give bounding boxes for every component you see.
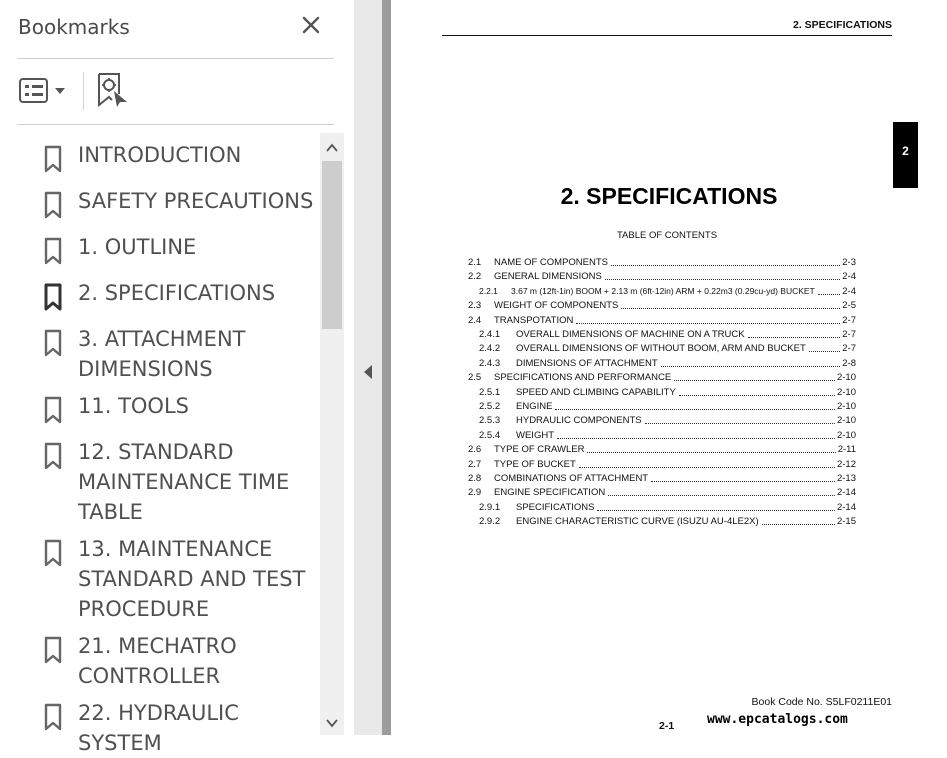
toc-text: TRANSPOTATION <box>494 314 574 326</box>
toc-leader <box>621 308 840 309</box>
toc-text: SPECIFICATIONS <box>516 501 595 513</box>
toc-number: 2.4.2 <box>479 343 501 355</box>
toc-leader <box>605 279 840 280</box>
toc-leader <box>557 438 835 439</box>
toc-entry[interactable] <box>468 329 856 343</box>
toc-number: 2.9.2 <box>479 516 501 528</box>
toc-entry[interactable] <box>468 257 856 271</box>
toolbar-divider <box>83 72 84 110</box>
toc-text: TYPE OF CRAWLER <box>494 444 585 456</box>
scroll-down-button[interactable] <box>320 713 344 735</box>
bookmark-icon <box>44 396 62 424</box>
toc-entry[interactable] <box>468 430 856 444</box>
toc-leader <box>576 323 840 324</box>
find-current-bookmark-button[interactable] <box>95 72 131 110</box>
toc-entry[interactable] <box>468 459 856 473</box>
toc-text: ENGINE <box>516 401 553 412</box>
toc-number: 2.5 <box>468 372 482 384</box>
toc-entry[interactable] <box>468 343 856 357</box>
toc-text: ENGINE SPECIFICATION <box>494 487 606 499</box>
bookmark-icon <box>44 237 62 265</box>
toc-text: 3.67 m (12ft-1in) BOOM + 2.13 m (6ft-12in) ARM + 0.22m3 (0.29cu-yd) BUCKET <box>511 285 815 296</box>
toc-text: ENGINE CHARACTERISTIC CURVE (ISUZU AU-4LE2X) <box>516 516 759 528</box>
toc-entry[interactable] <box>468 387 856 401</box>
toc-page-number: 2-4 <box>842 271 856 283</box>
toc-number: 2.5.2 <box>479 401 501 412</box>
toc-entry[interactable] <box>468 516 856 530</box>
panel-divider <box>17 124 334 125</box>
toc-leader <box>608 495 835 496</box>
scroll-up-button[interactable] <box>320 133 344 161</box>
toc-entry[interactable] <box>468 358 856 372</box>
bookmark-label: 1. OUTLINE <box>78 235 197 259</box>
collapse-left-icon[interactable] <box>362 360 374 384</box>
toc-page-number: 2-12 <box>836 458 856 470</box>
panel-divider <box>17 58 334 59</box>
bookmark-icon <box>44 191 62 219</box>
chapter-tab: 2 <box>893 122 918 188</box>
toc-leader <box>645 423 835 424</box>
toc-number: 2.7 <box>468 458 482 470</box>
running-header: 2. SPECIFICATIONS <box>793 19 892 31</box>
toc-page-number: 2-14 <box>836 501 856 513</box>
toc-leader <box>809 351 840 352</box>
toc-page-number: 2-8 <box>842 357 856 369</box>
bookmark-label: INTRODUCTION <box>78 143 242 167</box>
panel-splitter[interactable] <box>354 0 382 735</box>
chevron-down-icon <box>320 713 344 735</box>
bookmark-label: SAFETY PRECAUTIONS <box>78 189 314 213</box>
toc-entry[interactable] <box>468 502 856 516</box>
toc-number: 2.6 <box>468 444 482 456</box>
toc-number: 2.9 <box>468 487 482 499</box>
toc-page-number: 2-10 <box>836 429 856 441</box>
header-rule <box>442 35 892 36</box>
bookmark-options-icon <box>18 76 70 106</box>
toc-entry[interactable] <box>468 415 856 429</box>
toc-number: 2.4.3 <box>479 357 501 369</box>
toc-leader <box>748 337 840 338</box>
toc-page-number: 2-7 <box>842 314 856 326</box>
bookmark-scrollbar[interactable] <box>320 133 344 735</box>
bookmark-label: 13. MAINTENANCE STANDARD AND TEST PROCEDURE <box>78 537 306 621</box>
toc-leader <box>674 380 835 381</box>
toc-number: 2.5.3 <box>479 415 501 427</box>
bookmark-label: 3. ATTACHMENT DIMENSIONS <box>78 327 246 381</box>
bookmark-label: 11. TOOLS <box>78 394 189 418</box>
toc-heading: TABLE OF CONTENTS <box>616 230 718 241</box>
toc-leader <box>597 510 835 511</box>
toc-page-number: 2-10 <box>836 401 856 412</box>
toc-text: SPECIFICATIONS AND PERFORMANCE <box>494 372 672 384</box>
toc-page-number: 2-7 <box>842 329 856 340</box>
bookmark-icon <box>44 442 62 470</box>
toc-number: 2.4.1 <box>479 329 501 340</box>
bookmark-options-button[interactable] <box>18 76 70 106</box>
toc-text: HYDRAULIC COMPONENTS <box>516 415 642 427</box>
scroll-thumb[interactable] <box>322 161 342 329</box>
toc-entry[interactable] <box>468 473 856 487</box>
toc-number: 2.8 <box>468 473 482 484</box>
bookmark-icon <box>44 539 62 567</box>
page-number: 2-1 <box>659 720 675 732</box>
toc-text: WEIGHT <box>516 429 554 441</box>
toc-entry[interactable] <box>468 286 856 300</box>
toc-leader <box>661 366 840 367</box>
toc-text: TYPE OF BUCKET <box>494 458 576 470</box>
toc-leader <box>679 395 835 396</box>
bookmark-label: 12. STANDARD MAINTENANCE TIME TABLE <box>78 440 290 524</box>
toc-number: 2.5.4 <box>479 429 501 441</box>
toc-number: 2.2.1 <box>479 285 498 296</box>
bookmark-label: 21. MECHATRO CONTROLLER <box>78 634 237 688</box>
toc-page-number: 2-14 <box>836 487 856 499</box>
toc-entry[interactable] <box>468 315 856 329</box>
bookmark-label: 22. HYDRAULIC SYSTEM <box>78 701 239 755</box>
document-page <box>391 0 918 735</box>
toc-page-number: 2-7 <box>842 343 856 355</box>
toc-entry[interactable] <box>468 271 856 285</box>
page-title: 2. SPECIFICATIONS <box>560 183 778 209</box>
toc-text: COMBINATIONS OF ATTACHMENT <box>494 473 649 484</box>
toc-text: WEIGHT OF COMPONENTS <box>494 300 619 312</box>
toc-page-number: 2-5 <box>842 300 856 312</box>
toc-entry[interactable] <box>468 372 856 386</box>
toc-number: 2.2 <box>468 271 482 283</box>
toc-leader <box>611 265 840 266</box>
toc-number: 2.4 <box>468 314 482 326</box>
toc-text: DIMENSIONS OF ATTACHMENT <box>516 357 658 369</box>
toc-leader <box>579 467 835 468</box>
toc-page-number: 2-11 <box>837 444 856 456</box>
toc-text: OVERALL DIMENSIONS OF WITHOUT BOOM, ARM AND BUCKET <box>516 343 806 355</box>
toc-page-number: 2-13 <box>836 473 856 484</box>
toc-number: 2.3 <box>468 300 482 312</box>
toc-number: 2.9.1 <box>479 501 501 513</box>
watermark: www.epcatalogs.com <box>707 712 848 727</box>
toc-text: OVERALL DIMENSIONS OF MACHINE ON A TRUCK <box>516 329 745 340</box>
bookmark-selected-icon <box>44 283 62 311</box>
close-icon[interactable] <box>299 13 323 37</box>
toc-leader <box>555 409 835 410</box>
toc-text: NAME OF COMPONENTS <box>494 257 609 268</box>
toc-page-number: 2-4 <box>842 285 856 297</box>
toc-text: GENERAL DIMENSIONS <box>494 271 602 283</box>
toc-entry[interactable] <box>468 401 856 415</box>
bookmark-label: 2. SPECIFICATIONS <box>78 281 276 305</box>
chevron-up-icon <box>320 133 344 161</box>
bookmark-icon <box>44 636 62 664</box>
toc-entry[interactable] <box>468 444 856 458</box>
toc-entry[interactable] <box>468 487 856 501</box>
toc-leader <box>587 452 836 453</box>
bookmark-icon <box>44 145 62 173</box>
panel-title: Bookmarks <box>18 15 130 39</box>
bookmark-list <box>30 136 320 755</box>
toc-page-number: 2-10 <box>836 415 856 427</box>
toc-page-number: 2-3 <box>842 257 856 268</box>
toc-text: SPEED AND CLIMBING CAPABILITY <box>516 386 676 398</box>
bookmarks-panel <box>0 0 354 755</box>
toc-number: 2.1 <box>468 257 482 268</box>
toc-entry[interactable] <box>468 300 856 314</box>
book-code: Book Code No. S5LF0211E01 <box>751 696 892 708</box>
toc-page-number: 2-15 <box>836 516 856 528</box>
toc-leader <box>651 481 835 482</box>
bookmark-icon <box>44 703 62 731</box>
bookmark-icon <box>44 329 62 357</box>
page-edge-shadow <box>382 0 391 735</box>
toc-page-number: 2-10 <box>836 372 856 384</box>
toc-number: 2.5.1 <box>479 386 501 398</box>
toc-leader <box>762 524 835 525</box>
toc-leader <box>818 294 840 295</box>
toc-page-number: 2-10 <box>836 386 856 398</box>
find-current-bookmark-icon <box>95 72 131 110</box>
